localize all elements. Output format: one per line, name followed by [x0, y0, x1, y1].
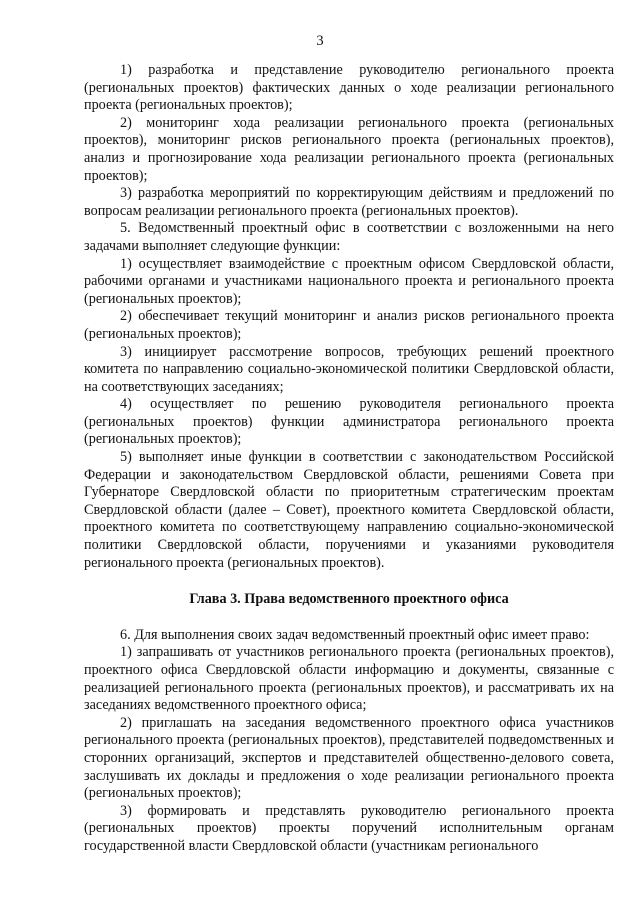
paragraph-6-3: 3) формировать и представлять руководителю регионального проекта (региональных проектов) проекты поручений исполнительным органам государственной власти Свердловской области (участникам регионального [84, 802, 614, 854]
chapter-title: Глава 3. Права ведомственного проектного офиса [189, 591, 509, 608]
paragraph-5-3: 3) инициирует рассмотрение вопросов, требующих решений проектного комитета по направлению социально-экономической политики Свердловской области, на соответствующих заседаниях; [84, 343, 614, 395]
paragraph-1-2: 2) мониторинг хода реализации регионального проекта (региональных проектов), мониторинг рисков регионального проекта (региональных проектов), анализ и прогнозирование хода реализации регионального проекта (региональных проектов); [84, 114, 614, 184]
paragraph-5-1: 1) осуществляет взаимодействие с проектным офисом Свердловской области, рабочими органами и участниками национального проекта и регионального проекта (региональных проектов); [84, 255, 614, 307]
page-number: 3 [316, 33, 324, 49]
paragraph-6: 6. Для выполнения своих задач ведомственный проектный офис имеет право: [120, 626, 590, 643]
paragraph-5-5: 5) выполняет иные функции в соответствии с законодательством Российской Федерации и законодательством Свердловской области, решениями Совета при Губернаторе Свердловской области по приоритетным стратегическим проектам Свердловской области (далее – Совет), проектного комитета Свердловской области, проектного комитета по соответствующему направлению социально-экономической политики Свердловской области, поручениями и указаниями руководителя регионального проекта (региональных проектов). [84, 449, 614, 571]
paragraph-5-2: 2) обеспечивает текущий мониторинг и анализ рисков регионального проекта (региональных проектов); [84, 308, 614, 342]
paragraph-5-4: 4) осуществляет по решению руководителя регионального проекта (региональных проектов) функции администратора регионального проекта (региональных проектов); [84, 396, 614, 448]
paragraph-1-3: 3) разработка мероприятий по корректирующим действиям и предложений по вопросам реализации регионального проекта (региональных проектов). [84, 185, 614, 219]
paragraph-6-1: 1) запрашивать от участников регионального проекта (региональных проектов), проектного офиса Свердловской области информацию и документы, связанные с реализацией регионального проекта (региональных проектов), и рассматривать их на заседаниях ведомственного проектного офиса; [84, 644, 614, 714]
paragraph-5: 5. Ведомственный проектный офис в соответствии с возложенными на него задачами выполняет следующие функции: [84, 220, 614, 254]
paragraph-1-1: 1) разработка и представление руководителю регионального проекта (региональных проектов) фактических данных о ходе реализации регионального проекта (региональных проектов); [84, 62, 614, 114]
paragraph-6-2: 2) приглашать на заседания ведомственного проектного офиса участников регионального проекта (региональных проектов), представителей подведомственных и сторонних организаций, экспертов и представителей общественно-делового совета, заслушивать их доклады и предложения о ходе реализации регионального проекта (региональных проектов); [84, 714, 614, 802]
document-body [84, 62, 614, 856]
